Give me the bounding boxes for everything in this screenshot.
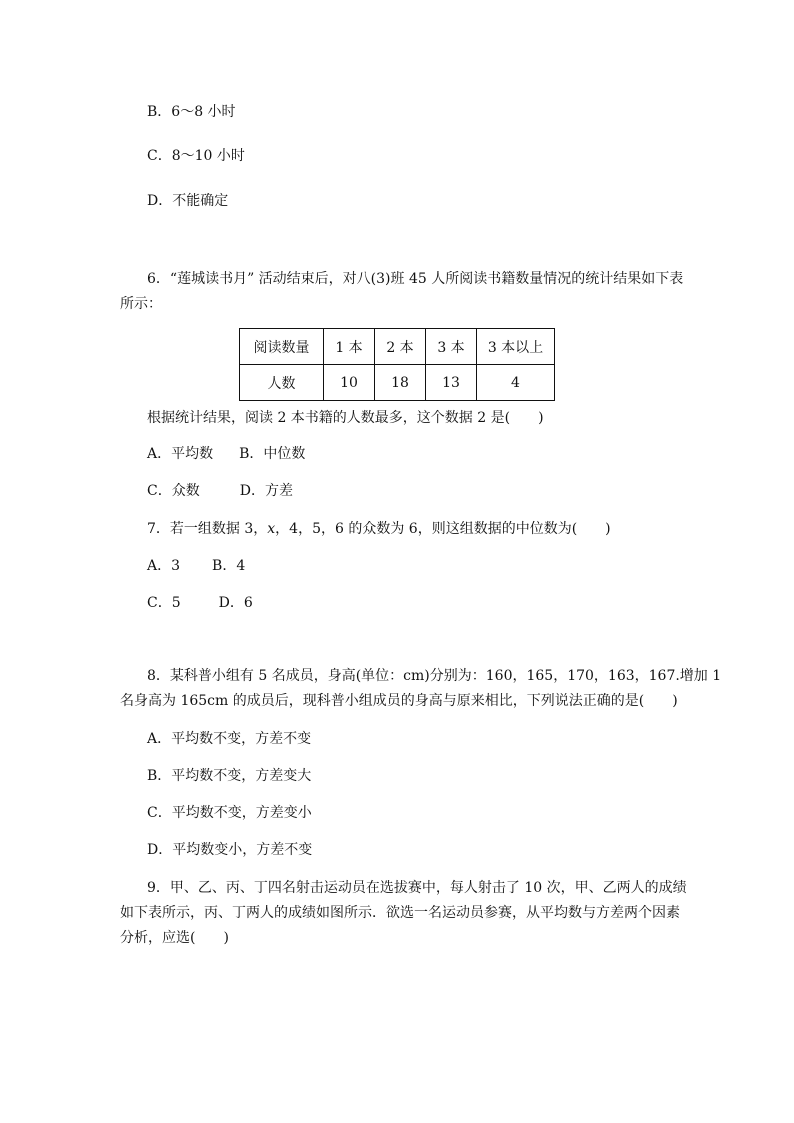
q8-stem-line1: 8．某科普小组有 5 名成员，身高(单位：cm)分别为：160，165，170，163，167.增加 1 (147, 668, 722, 684)
table-row-header (240, 329, 555, 365)
q6-option-d: D．方差 (239, 483, 293, 499)
q9-stem-line1: 9．甲、乙、丙、丁四名射击运动员在选拔赛中，每人射击了 10 次，甲、乙两人的成绩 (147, 880, 687, 896)
q7-stem-post: ，4，5，6 的众数为 6，则这组数据的中位数为( ) (275, 521, 611, 537)
q6-options-cd (147, 481, 293, 501)
q6-stats-table (239, 328, 555, 401)
table-cell: 2 本 (375, 329, 426, 365)
table-row-counts (240, 365, 555, 401)
q7-options-cd (147, 593, 253, 613)
q6-option-c: C．众数 (147, 483, 200, 499)
q8-option-d: D．平均数变小，方差不变 (147, 842, 313, 858)
q8-stem-line2: 名身高为 165cm 的成员后，现科普小组成员的身高与原来相比，下列说法正确的是( ) (120, 693, 678, 709)
q7-stem-pre: 7．若一组数据 3， (147, 521, 268, 537)
q5-option-d: D．不能确定 (147, 193, 229, 209)
q8-option-c: C．平均数不变，方差变小 (147, 805, 312, 821)
q6-options-ab (147, 444, 305, 464)
table-cell: 人数 (240, 365, 324, 401)
table-cell: 10 (324, 365, 375, 401)
table-cell: 4 (477, 365, 555, 401)
q8-option-a: A．平均数不变，方差不变 (147, 731, 312, 747)
table-cell: 13 (426, 365, 477, 401)
q5-option-b: B．6～8 小时 (147, 104, 236, 120)
q6-option-a: A．平均数 (147, 446, 214, 462)
q9-stem-line2: 如下表所示，丙、丁两人的成绩如图所示．欲选一名运动员参赛，从平均数与方差两个因素 (120, 905, 680, 921)
q9-stem-line3: 分析，应选( ) (120, 930, 229, 946)
q7-options-ab (147, 556, 245, 576)
q7-option-b: B．4 (212, 558, 246, 574)
q8-option-b: B．平均数不变，方差变大 (147, 768, 312, 784)
q6-stem-line2: 所示： (120, 296, 162, 312)
q7-option-d: D．6 (218, 595, 253, 611)
q5-option-c: C．8～10 小时 (147, 148, 245, 164)
table-cell: 18 (375, 365, 426, 401)
q6-question: 根据统计结果，阅读 2 本书籍的人数最多，这个数据 2 是( ) (147, 410, 544, 426)
q6-option-b: B．中位数 (239, 446, 306, 462)
table-cell: 1 本 (324, 329, 375, 365)
q6-stem-line1: 6．“莲城读书月” 活动结束后，对八(3)班 45 人所阅读书籍数量情况的统计结果如下表 (147, 271, 684, 287)
q7-stem-variable: x (267, 521, 276, 537)
table-cell: 3 本以上 (477, 329, 555, 365)
table-cell: 3 本 (426, 329, 477, 365)
q7-stem (147, 519, 611, 539)
q7-option-a: A．3 (147, 558, 181, 574)
q7-option-c: C．5 (147, 595, 181, 611)
table-cell: 阅读数量 (240, 329, 324, 365)
